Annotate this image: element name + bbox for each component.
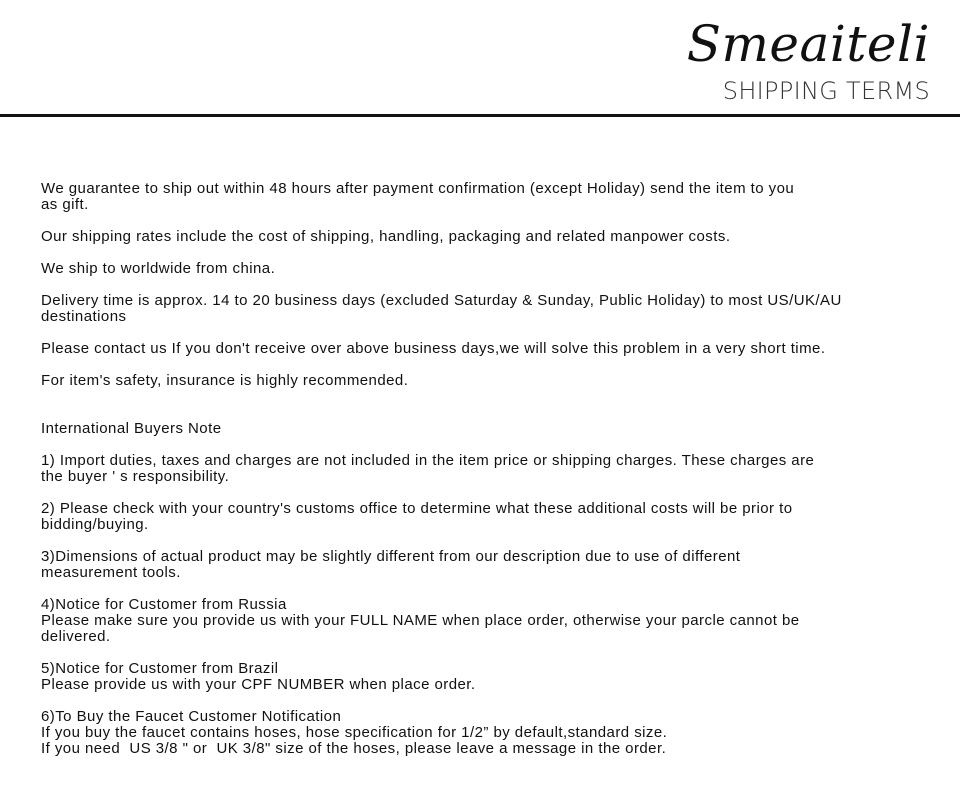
shipping-paragraph: Delivery time is approx. 14 to 20 business days (excluded Saturday & Sunday, Public Holiday) to most US/UK/AU destinations [41, 292, 842, 325]
international-note: 6)To Buy the Faucet Customer Notification If you buy the faucet contains hoses, hose specification for 1/2” by default,standard size. If you need US 3/8 " or UK 3/8" size of the hoses, please leave a message in the order. [41, 708, 668, 757]
international-note: 3)Dimensions of actual product may be slightly different from our description due to use of different measurement tools. [41, 548, 741, 581]
terms-content [41, 181, 936, 773]
shipping-paragraph: Our shipping rates include the cost of shipping, handling, packaging and related manpower costs. [41, 228, 731, 245]
shipping-paragraph: We guarantee to ship out within 48 hours after payment confirmation (except Holiday) send the item to you as gift. [41, 180, 795, 213]
international-heading: International Buyers Note [41, 420, 222, 437]
page-header [0, 0, 960, 118]
page-title: SHIPPING TERMS [722, 77, 930, 105]
shipping-paragraph: We ship to worldwide from china. [41, 260, 276, 277]
international-note: 1) Import duties, taxes and charges are not included in the item price or shipping charges. These charges are the buyer ' s responsibility. [41, 452, 815, 485]
shipping-paragraph: Please contact us If you don't receive over above business days,we will solve this problem in a very short time. [41, 340, 826, 357]
section-spacer [41, 405, 936, 421]
international-note: 2) Please check with your country's customs office to determine what these additional costs will be prior to bidding/buying. [41, 500, 793, 533]
brand-logo: Smeaiteli [686, 15, 930, 73]
shipping-paragraph: For item's safety, insurance is highly recommended. [41, 372, 409, 389]
header-divider [0, 114, 960, 117]
international-note: 4)Notice for Customer from Russia Please make sure you provide us with your FULL NAME when place order, otherwise your parcle cannot be delivered. [41, 596, 800, 645]
international-note: 5)Notice for Customer from Brazil Please provide us with your CPF NUMBER when place order. [41, 660, 476, 693]
